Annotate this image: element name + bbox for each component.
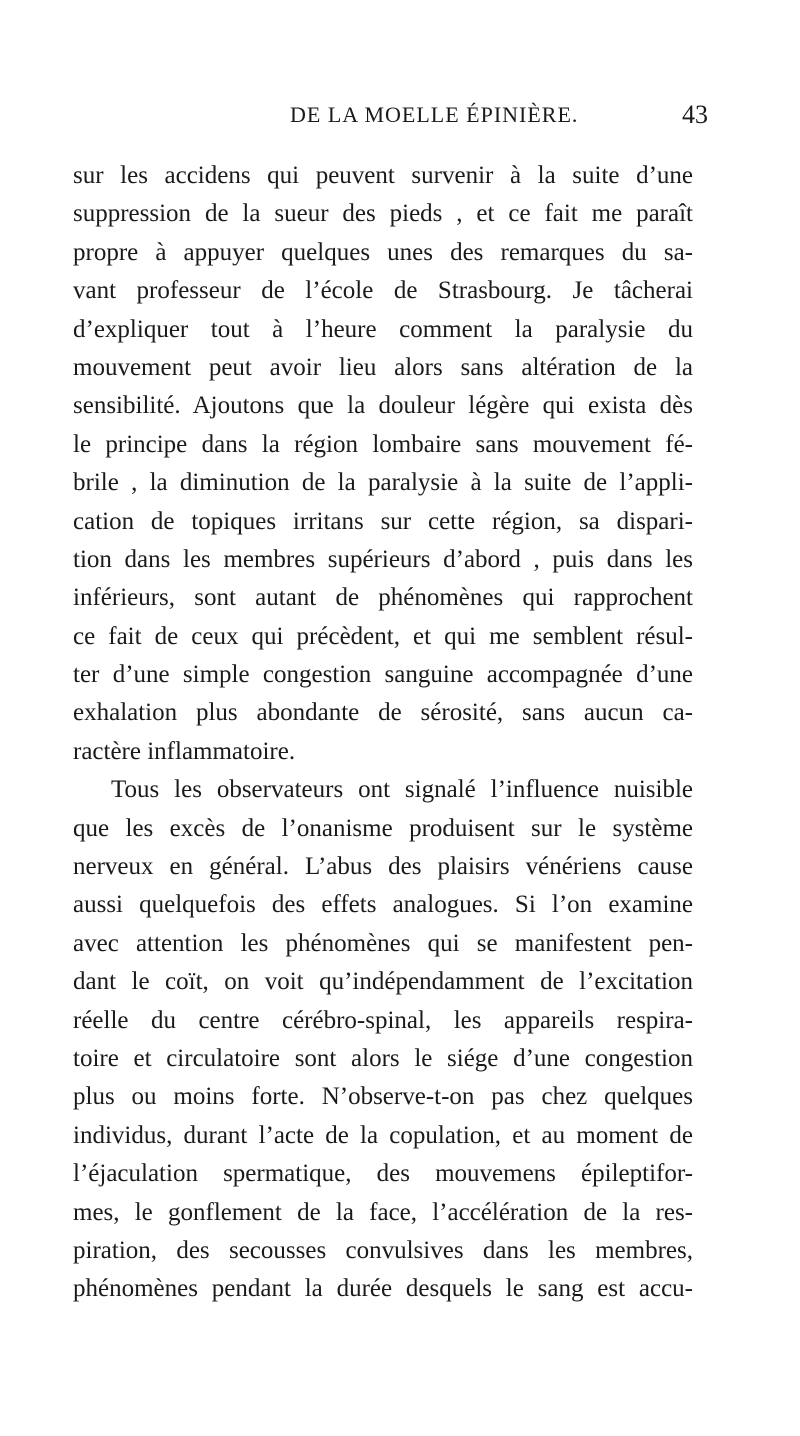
paragraph-last-line: ractère inflammatoire.	[73, 737, 296, 765]
running-head: DE LA MOELLE ÉPINIÈRE.	[290, 102, 579, 127]
text-line: phénomènes pendant la durée desquels le sang est accu-	[73, 1275, 693, 1303]
text-line: individus, durant l’acte de la copulation, et au moment de	[73, 1121, 693, 1149]
text-line: cation de topiques irritans sur cette région, sa dispari-	[73, 507, 693, 535]
text-line: plus ou moins forte. N’observe-t-on pas chez quelques	[73, 1083, 693, 1111]
text-line: ter d’une simple congestion sanguine accompagnée d’une	[73, 661, 693, 689]
text-line: tion dans les membres supérieurs d’abord , puis dans les	[73, 545, 693, 573]
text-line: avec attention les phénomènes qui se manifestent pen-	[73, 929, 693, 957]
text-line: exhalation plus abondante de sérosité, sans aucun ca-	[73, 699, 693, 727]
text-line: nerveux en général. L’abus des plaisirs vénériens cause	[73, 853, 693, 881]
text-line: piration, des secousses convulsives dans les membres,	[73, 1236, 693, 1264]
page-number: 43	[682, 100, 708, 129]
text-line: sensibilité. Ajoutons que la douleur légère qui exista dès	[73, 392, 693, 420]
text-line: le principe dans la région lombaire sans mouvement fé-	[73, 430, 693, 458]
text-line: mouvement peut avoir lieu alors sans altération de la	[73, 353, 693, 381]
text-line: sur les accidens qui peuvent survenir à la suite d’une	[73, 162, 693, 189]
text-line: propre à appuyer quelques unes des remarques du sa-	[73, 238, 693, 266]
text-line: mes, le gonflement de la face, l’accélération de la res-	[73, 1198, 693, 1226]
body-text	[73, 157, 693, 1309]
text-line: que les excès de l’onanisme produisent sur le système	[73, 814, 693, 842]
paragraph-first-line: Tous les observateurs ont signalé l’influence nuisible	[111, 776, 693, 804]
text-line: inférieurs, sont autant de phénomènes qui rapprochent	[73, 584, 693, 612]
text-line: d’expliquer tout à l’heure comment la paralysie du	[73, 315, 693, 343]
text-line: vant professeur de l’école de Strasbourg. Je tâcherai	[73, 277, 693, 305]
text-line: l’éjaculation spermatique, des mouvemens épileptifor-	[73, 1160, 693, 1188]
text-line: aussi quelquefois des effets analogues. Si l’on examine	[73, 891, 693, 919]
text-line: réelle du centre cérébro-spinal, les appareils respira-	[73, 1006, 693, 1034]
text-line: suppression de la sueur des pieds , et ce fait me paraît	[73, 200, 693, 228]
text-line: ce fait de ceux qui précèdent, et qui me semblent résul-	[73, 622, 693, 650]
page-header	[0, 100, 800, 132]
text-line: dant le coït, on voit qu’indépendamment de l’excitation	[73, 968, 693, 996]
text-line: toire et circulatoire sont alors le siége d’une congestion	[73, 1044, 693, 1072]
text-line: brile , la diminution de la paralysie à la suite de l’appli-	[73, 469, 693, 497]
